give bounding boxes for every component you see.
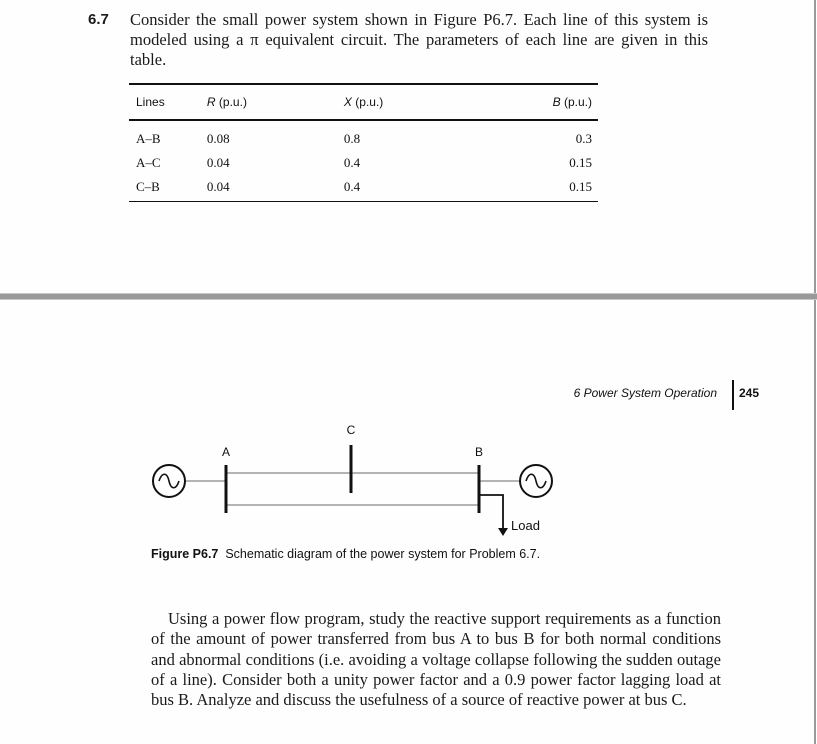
line-parameters-table [129, 83, 598, 202]
cell-b: 0.3 [575, 131, 592, 146]
page-separator [0, 293, 817, 300]
bus-c-label: C [346, 423, 356, 437]
page-top [0, 0, 816, 293]
page-number: 245 [739, 386, 760, 400]
running-head: 6 Power System Operation [573, 386, 717, 400]
cell-line: A–B [136, 131, 161, 146]
header-lines: Lines [136, 95, 165, 109]
page-bottom [0, 300, 816, 744]
header-r: R (p.u.) [206, 95, 247, 109]
figure-caption [151, 547, 540, 561]
figure-label: Figure P6.7 [151, 547, 219, 561]
cell-r: 0.08 [206, 131, 230, 146]
table-row [129, 120, 598, 151]
problem-number: 6.7 [88, 11, 109, 28]
cell-line: C–B [136, 179, 160, 194]
ac-generator-icon [153, 465, 185, 497]
cell-r: 0.04 [206, 179, 230, 194]
load-arrow-icon [479, 495, 508, 536]
bus-a-label: A [221, 445, 231, 459]
cell-x: 0.4 [343, 179, 361, 194]
problem-text: Consider the small power system shown in Figure P6.7. Each line of this system is modeled using a π equivalent circuit. The parameters of each line are given in this table. [130, 10, 708, 69]
problem-body: Using a power flow program, study the reactive support requirements as a function of the amount of power transferred from bus A to bus B for both normal conditions and abnormal conditions (i.e. avoiding a voltage collapse following the sudden outage of a line). Consider both a unity power factor and a 0.9 power factor lagging load at bus B. Analyze and discuss the usefulness of a source of reactive power at bus C. [151, 609, 721, 710]
problem-statement [88, 10, 708, 70]
running-head-rule [732, 380, 734, 410]
table-row [129, 175, 598, 202]
cell-x: 0.8 [343, 131, 361, 146]
cell-b: 0.15 [569, 155, 592, 170]
ac-generator-icon [520, 465, 552, 497]
table-header-row [129, 84, 598, 120]
table-row [129, 151, 598, 175]
bus-b-label: B [474, 445, 484, 459]
header-b: B (p.u.) [552, 95, 592, 109]
power-system-diagram [140, 410, 580, 540]
cell-x: 0.4 [343, 155, 361, 170]
cell-b: 0.15 [569, 179, 592, 194]
cell-line: A–C [136, 155, 161, 170]
cell-r: 0.04 [206, 155, 230, 170]
header-x: X (p.u.) [343, 95, 384, 109]
figure-caption-text: Schematic diagram of the power system for Problem 6.7. [225, 547, 541, 561]
load-label: Load [511, 518, 540, 533]
